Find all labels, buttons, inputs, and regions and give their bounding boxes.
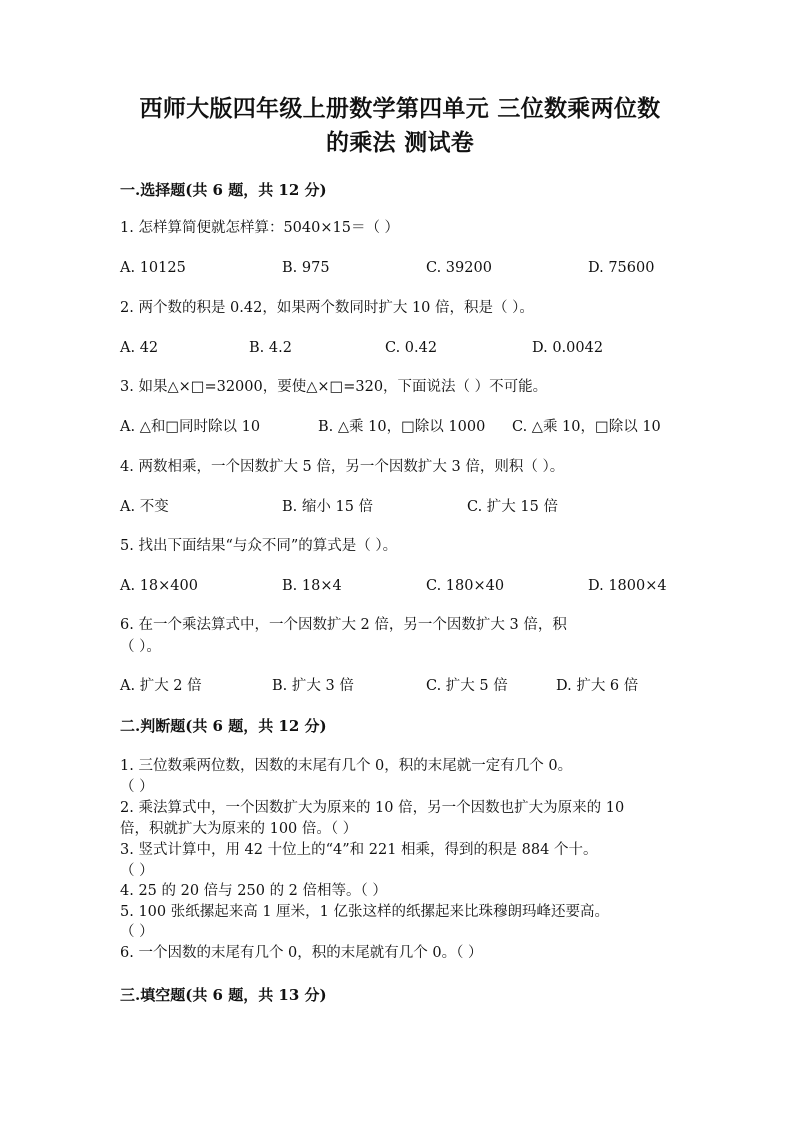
question-3: 3. 如果△×□=32000，要使△×□=320，下面说法（ ）不可能。 [120, 379, 548, 395]
q1-option-a: A. 10125 [120, 260, 186, 276]
q3-option-b: B. △乘 10，□除以 1000 [318, 419, 486, 435]
tf-line-6: （ ） [120, 863, 154, 879]
q1-option-c: C. 39200 [426, 260, 492, 276]
question-5: 5. 找出下面结果“与众不同”的算式是（ ）。 [120, 538, 398, 554]
tf-line-2: （ ） [120, 779, 154, 795]
tf-line-10: 6. 一个因数的末尾有几个 0，积的末尾就有几个 0。（ ） [120, 945, 483, 961]
tf-line-9: （ ） [120, 924, 154, 940]
tf-line-5: 3. 竖式计算中，用 42 十位上的“4”和 221 相乘，得到的积是 884 个十。 [120, 842, 598, 858]
question-6-line-1: 6. 在一个乘法算式中，一个因数扩大 2 倍，另一个因数扩大 3 倍，积 [120, 617, 567, 633]
q5-option-d: D. 1800×4 [588, 578, 667, 594]
tf-line-1: 1. 三位数乘两位数，因数的末尾有几个 0，积的末尾就一定有几个 0。 [120, 758, 573, 774]
q5-option-c: C. 180×40 [426, 578, 505, 594]
q1-option-b: B. 975 [282, 260, 330, 276]
tf-line-8: 5. 100 张纸摞起来高 1 厘米，1 亿张这样的纸摞起来比珠穆朗玛峰还要高。 [120, 904, 610, 920]
q2-option-b: B. 4.2 [249, 340, 292, 356]
question-2: 2. 两个数的积是 0.42，如果两个数同时扩大 10 倍，积是（ ）。 [120, 300, 534, 316]
tf-line-3: 2. 乘法算式中，一个因数扩大为原来的 10 倍，另一个因数也扩大为原来的 10 [120, 800, 625, 816]
q2-option-a: A. 42 [120, 340, 159, 356]
question-6-line-2: （ ）。 [120, 639, 161, 655]
title-line-2: 的乘法 测试卷 [325, 129, 475, 156]
q3-option-c: C. △乘 10，□除以 10 [512, 419, 661, 435]
page-title [100, 92, 700, 160]
q4-option-a: A. 不变 [120, 499, 169, 515]
q6-option-b: B. 扩大 3 倍 [272, 678, 354, 694]
section-heading-choice: 一.选择题(共 6 题，共 12 分) [120, 181, 327, 199]
q1-option-d: D. 75600 [588, 260, 655, 276]
section-heading-judgement: 二.判断题(共 6 题，共 12 分) [120, 717, 327, 735]
q2-option-d: D. 0.0042 [532, 340, 604, 356]
q5-option-a: A. 18×400 [120, 578, 198, 594]
section-heading-fill-in: 三.填空题(共 6 题，共 13 分) [120, 986, 327, 1004]
q6-option-d: D. 扩大 6 倍 [556, 678, 639, 694]
q2-option-c: C. 0.42 [385, 340, 438, 356]
tf-line-4: 倍，积就扩大为原来的 100 倍。（ ） [120, 821, 358, 837]
question-1: 1. 怎样算简便就怎样算：5040×15＝（ ） [120, 220, 400, 236]
q6-option-c: C. 扩大 5 倍 [426, 678, 508, 694]
q3-option-a: A. △和□同时除以 10 [120, 419, 261, 435]
q4-option-c: C. 扩大 15 倍 [467, 499, 558, 515]
question-4: 4. 两数相乘，一个因数扩大 5 倍，另一个因数扩大 3 倍，则积（ ）。 [120, 459, 565, 475]
q6-option-a: A. 扩大 2 倍 [120, 678, 202, 694]
q5-option-b: B. 18×4 [282, 578, 342, 594]
tf-line-7: 4. 25 的 20 倍与 250 的 2 倍相等。（ ） [120, 883, 387, 899]
q4-option-b: B. 缩小 15 倍 [282, 499, 374, 515]
title-line-1: 西师大版四年级上册数学第四单元 三位数乘两位数 [139, 95, 661, 122]
